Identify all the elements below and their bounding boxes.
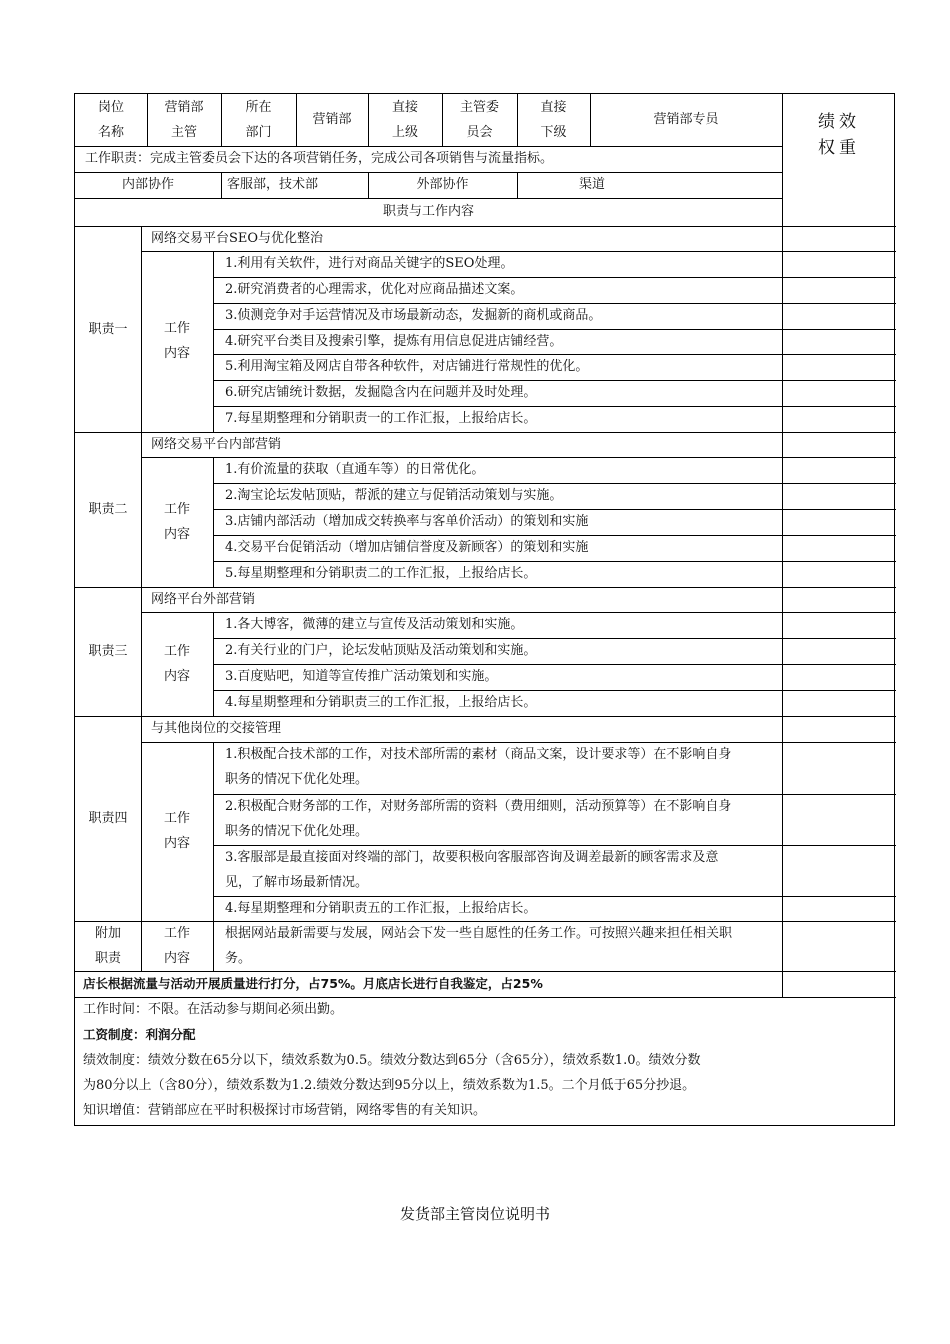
rule (213, 612, 214, 716)
rule (213, 921, 214, 971)
duty-label: 职责二 (88, 502, 128, 517)
duty-item: 1.利用有关软件，进行对商品关键字的SEO处理。 (225, 256, 514, 271)
internal-coop-value: 客服部，技术部 (227, 177, 319, 192)
job-duties-line: 工作职责：完成主管委员会下达的各项营销任务，完成公司各项销售与流量指标。 (85, 151, 554, 166)
salary-note: 工资制度：利润分配 (83, 1027, 196, 1042)
performance-note-line2: 为80分以上（含80分），绩效系数为1.2.绩效分数达到95分以上，绩效系数为1.5。二个月低于65分抄退。 (83, 1078, 696, 1093)
duty-item: 5.利用淘宝箱及网店自带各种软件，对店铺进行常规性的优化。 (225, 359, 589, 374)
duty-title: 与其他岗位的交接管理 (151, 721, 282, 736)
knowledge-note: 知识增值：营销部应在平时积极探讨市场营销，网络零售的有关知识。 (83, 1103, 487, 1118)
duty-item: 4.研究平台类目及搜索引擎，提炼有用信息促进店铺经营。 (225, 334, 563, 349)
rule (213, 742, 214, 921)
duty-item: 4.每星期整理和分销职责五的工作汇报，上报给店长。 (225, 901, 537, 916)
direct-subordinate-value: 营销部专员 (653, 112, 719, 127)
direct-subordinate-label: 直接 下级 (540, 100, 567, 140)
duty-item: 4.每星期整理和分销职责三的工作汇报，上报给店长。 (225, 695, 537, 710)
duty-title: 网络交易平台SEO与优化整治 (151, 231, 324, 246)
job-description-table (74, 93, 895, 1126)
external-coop-value: 渠道 (578, 177, 605, 192)
rule (782, 94, 783, 997)
work-time-note: 工作时间：不限。在活动参与期间必须出勤。 (83, 1002, 344, 1017)
external-coop-label: 外部协作 (416, 177, 469, 192)
performance-note-line1: 绩效制度：绩效分数在65分以下，绩效系数为0.5。绩效分数达到65分（含65分），绩效系数1.0。绩效分数 (83, 1053, 701, 1068)
duty-item: 3.店铺内部活动（增加成交转换率与客单价活动）的策划和实施 (225, 514, 589, 529)
work-content-label: 工作 内容 (163, 321, 190, 361)
position-name-label: 岗位 名称 (97, 100, 124, 140)
duty-item: 7.每星期整理和分销职责一的工作汇报，上报给店长。 (225, 411, 537, 426)
next-document-title: 发货部主管岗位说明书 (399, 1205, 550, 1223)
extra-duty-text: 根据网站最新需要与发展，网站会下发一些自愿性的任务工作。可按照兴趣来担任相关职 务。 (225, 926, 733, 966)
work-content-label: 工作 内容 (163, 644, 190, 684)
extra-duty-label: 附加 职责 (94, 926, 121, 966)
duty-item: 3.百度贴吧，知道等宣传推广活动策划和实施。 (225, 669, 498, 684)
department-label: 所在 部门 (245, 100, 272, 140)
duty-item: 2.淘宝论坛发帖顶贴，帮派的建立与促销活动策划与实施。 (225, 488, 563, 503)
duty-item: 5.每星期整理和分销职责二的工作汇报，上报给店长。 (225, 566, 537, 581)
department-value: 营销部 (312, 112, 352, 127)
work-content-label: 工作 内容 (163, 811, 190, 851)
direct-superior-label: 直接 上级 (391, 100, 418, 140)
duty-item: 3.侦测竞争对手运营情况及市场最新动态，发掘新的商机或商品。 (225, 308, 602, 323)
duty-label: 职责一 (88, 322, 128, 337)
rule (221, 172, 222, 198)
duty-label: 职责四 (88, 811, 128, 826)
duty-item: 2.研究消费者的心理需求，优化对应商品描述文案。 (225, 282, 524, 297)
internal-coop-label: 内部协作 (121, 177, 174, 192)
rule (213, 457, 214, 587)
section-title: 职责与工作内容 (382, 204, 474, 219)
duty-item: 6.研究店铺统计数据，发掘隐含内在问题并及时处理。 (225, 385, 537, 400)
duty-item: 1.积极配合技术部的工作，对技术部所需的素材（商品文案，设计要求等）在不影响自身 职务的情况下优化处理。 (225, 747, 732, 787)
direct-superior-value: 主管委 员会 (459, 100, 499, 140)
scoring-line: 店长根据流量与活动开展质量进行打分，占75%。月底店长进行自我鉴定，占25% (83, 976, 543, 991)
duty-title: 网络平台外部营销 (151, 592, 256, 607)
work-content-label: 工作 内容 (163, 502, 190, 542)
duty-item: 2.有关行业的门户，论坛发帖顶贴及活动策划和实施。 (225, 643, 537, 658)
performance-weight-label: 绩效 权重 (818, 112, 860, 158)
duty-title: 网络交易平台内部营销 (151, 437, 282, 452)
duty-item: 4.交易平台促销活动（增加店铺信誉度及新顾客）的策划和实施 (225, 540, 589, 555)
duty-item: 3.客服部是最直接面对终端的部门，故要积极向客服部咨询及调差最新的顾客需求及意 见，了解市场最新情况。 (225, 850, 719, 890)
position-name-value: 营销部 主管 (164, 100, 204, 140)
work-content-label: 工作 内容 (163, 926, 190, 966)
duty-item: 1.各大博客，微薄的建立与宣传及活动策划和实施。 (225, 617, 524, 632)
duty-label: 职责三 (88, 644, 128, 659)
duty-item: 2.积极配合财务部的工作，对财务部所需的资料（费用细则，活动预算等）在不影响自身 职务的情况下优化处理。 (225, 799, 732, 839)
duty-item: 1.有价流量的获取（直通车等）的日常优化。 (225, 462, 485, 477)
rule (213, 251, 214, 432)
